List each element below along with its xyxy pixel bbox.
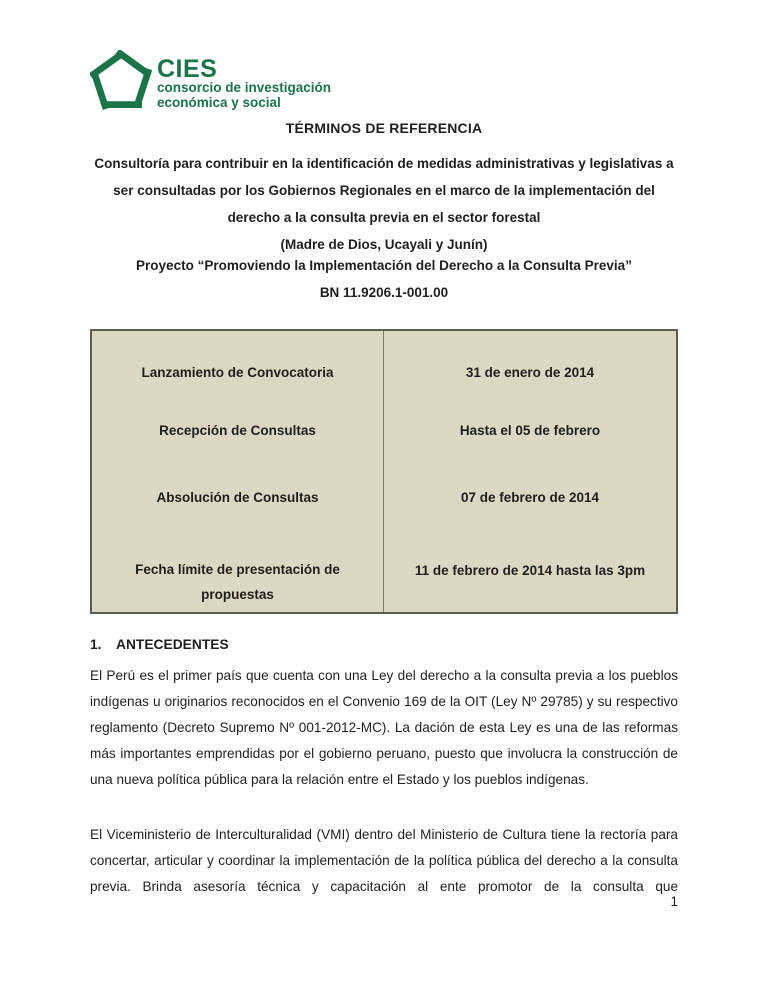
table-row: 11 de febrero de 2014 hasta las 3pm	[414, 563, 646, 578]
cies-pentagon-icon	[90, 50, 152, 110]
table-row: Recepción de Consultas	[92, 399, 384, 454]
table-row: Fecha límite de presentación de propuestas	[92, 524, 384, 612]
section-number: 1.	[90, 637, 102, 652]
regions-line: (Madre de Dios, Ucayali y Junín)	[280, 237, 488, 252]
table-row: 07 de febrero de 2014	[460, 490, 600, 505]
body-paragraph-1: El Perú es el primer país que cuenta con una Ley del derecho a la consulta previa a los pueblos indígenas u originarios reconocidos en el Convenio 169 de la OIT (Ley Nº 29785) y su respectivo reglamento (Decreto Supremo Nº 001-2012-MC). La dación de esta Ley es una de las reformas más importantes emprendidas por el gobierno peruano, puesto que involucra la construcción de una nueva política pública para la relación entre el Estado y los pueblos indígenas.	[90, 668, 678, 787]
table-row: Hasta el 05 de febrero	[459, 423, 601, 438]
project-line: Proyecto “Promoviendo la Implementación del Derecho a la Consulta Previa”	[136, 258, 632, 273]
project-code: BN 11.9206.1-001.00	[319, 285, 449, 300]
cies-logo	[90, 50, 331, 110]
document-title: TÉRMINOS DE REFERENCIA	[285, 120, 483, 136]
page-number: 1	[670, 894, 678, 909]
schedule-table	[90, 329, 678, 614]
body-paragraph-2: El Viceministerio de Interculturalidad (VMI) dentro del Ministerio de Cultura tiene la rectoría para concertar, articular y coordinar la implementación de la política pública del derecho a la consulta previa. Brinda asesoría técnica y capacitación al ente promotor de la consulta que	[90, 827, 678, 894]
table-row: 31 de enero de 2014	[465, 365, 595, 380]
table-row: Absolución de Consultas	[92, 454, 384, 524]
project-title	[90, 252, 678, 306]
consultancy-title	[90, 150, 678, 258]
logo-text-block	[157, 50, 331, 110]
logo-acronym: CIES	[157, 55, 218, 83]
logo-subtitle-line1: consorcio de investigación	[157, 80, 332, 95]
section-heading	[90, 637, 678, 652]
section-heading-text: ANTECEDENTES	[116, 637, 229, 652]
logo-subtitle-line2: económica y social	[157, 95, 281, 110]
table-row: Lanzamiento de Convocatoria	[92, 331, 384, 399]
consultancy-title-text: Consultoría para contribuir en la identificación de medidas administrativas y legislativas a ser consultadas por los Gobiernos Regionales en el marco de la implementación del derecho a la consulta previa en el sector forestal	[94, 156, 674, 225]
